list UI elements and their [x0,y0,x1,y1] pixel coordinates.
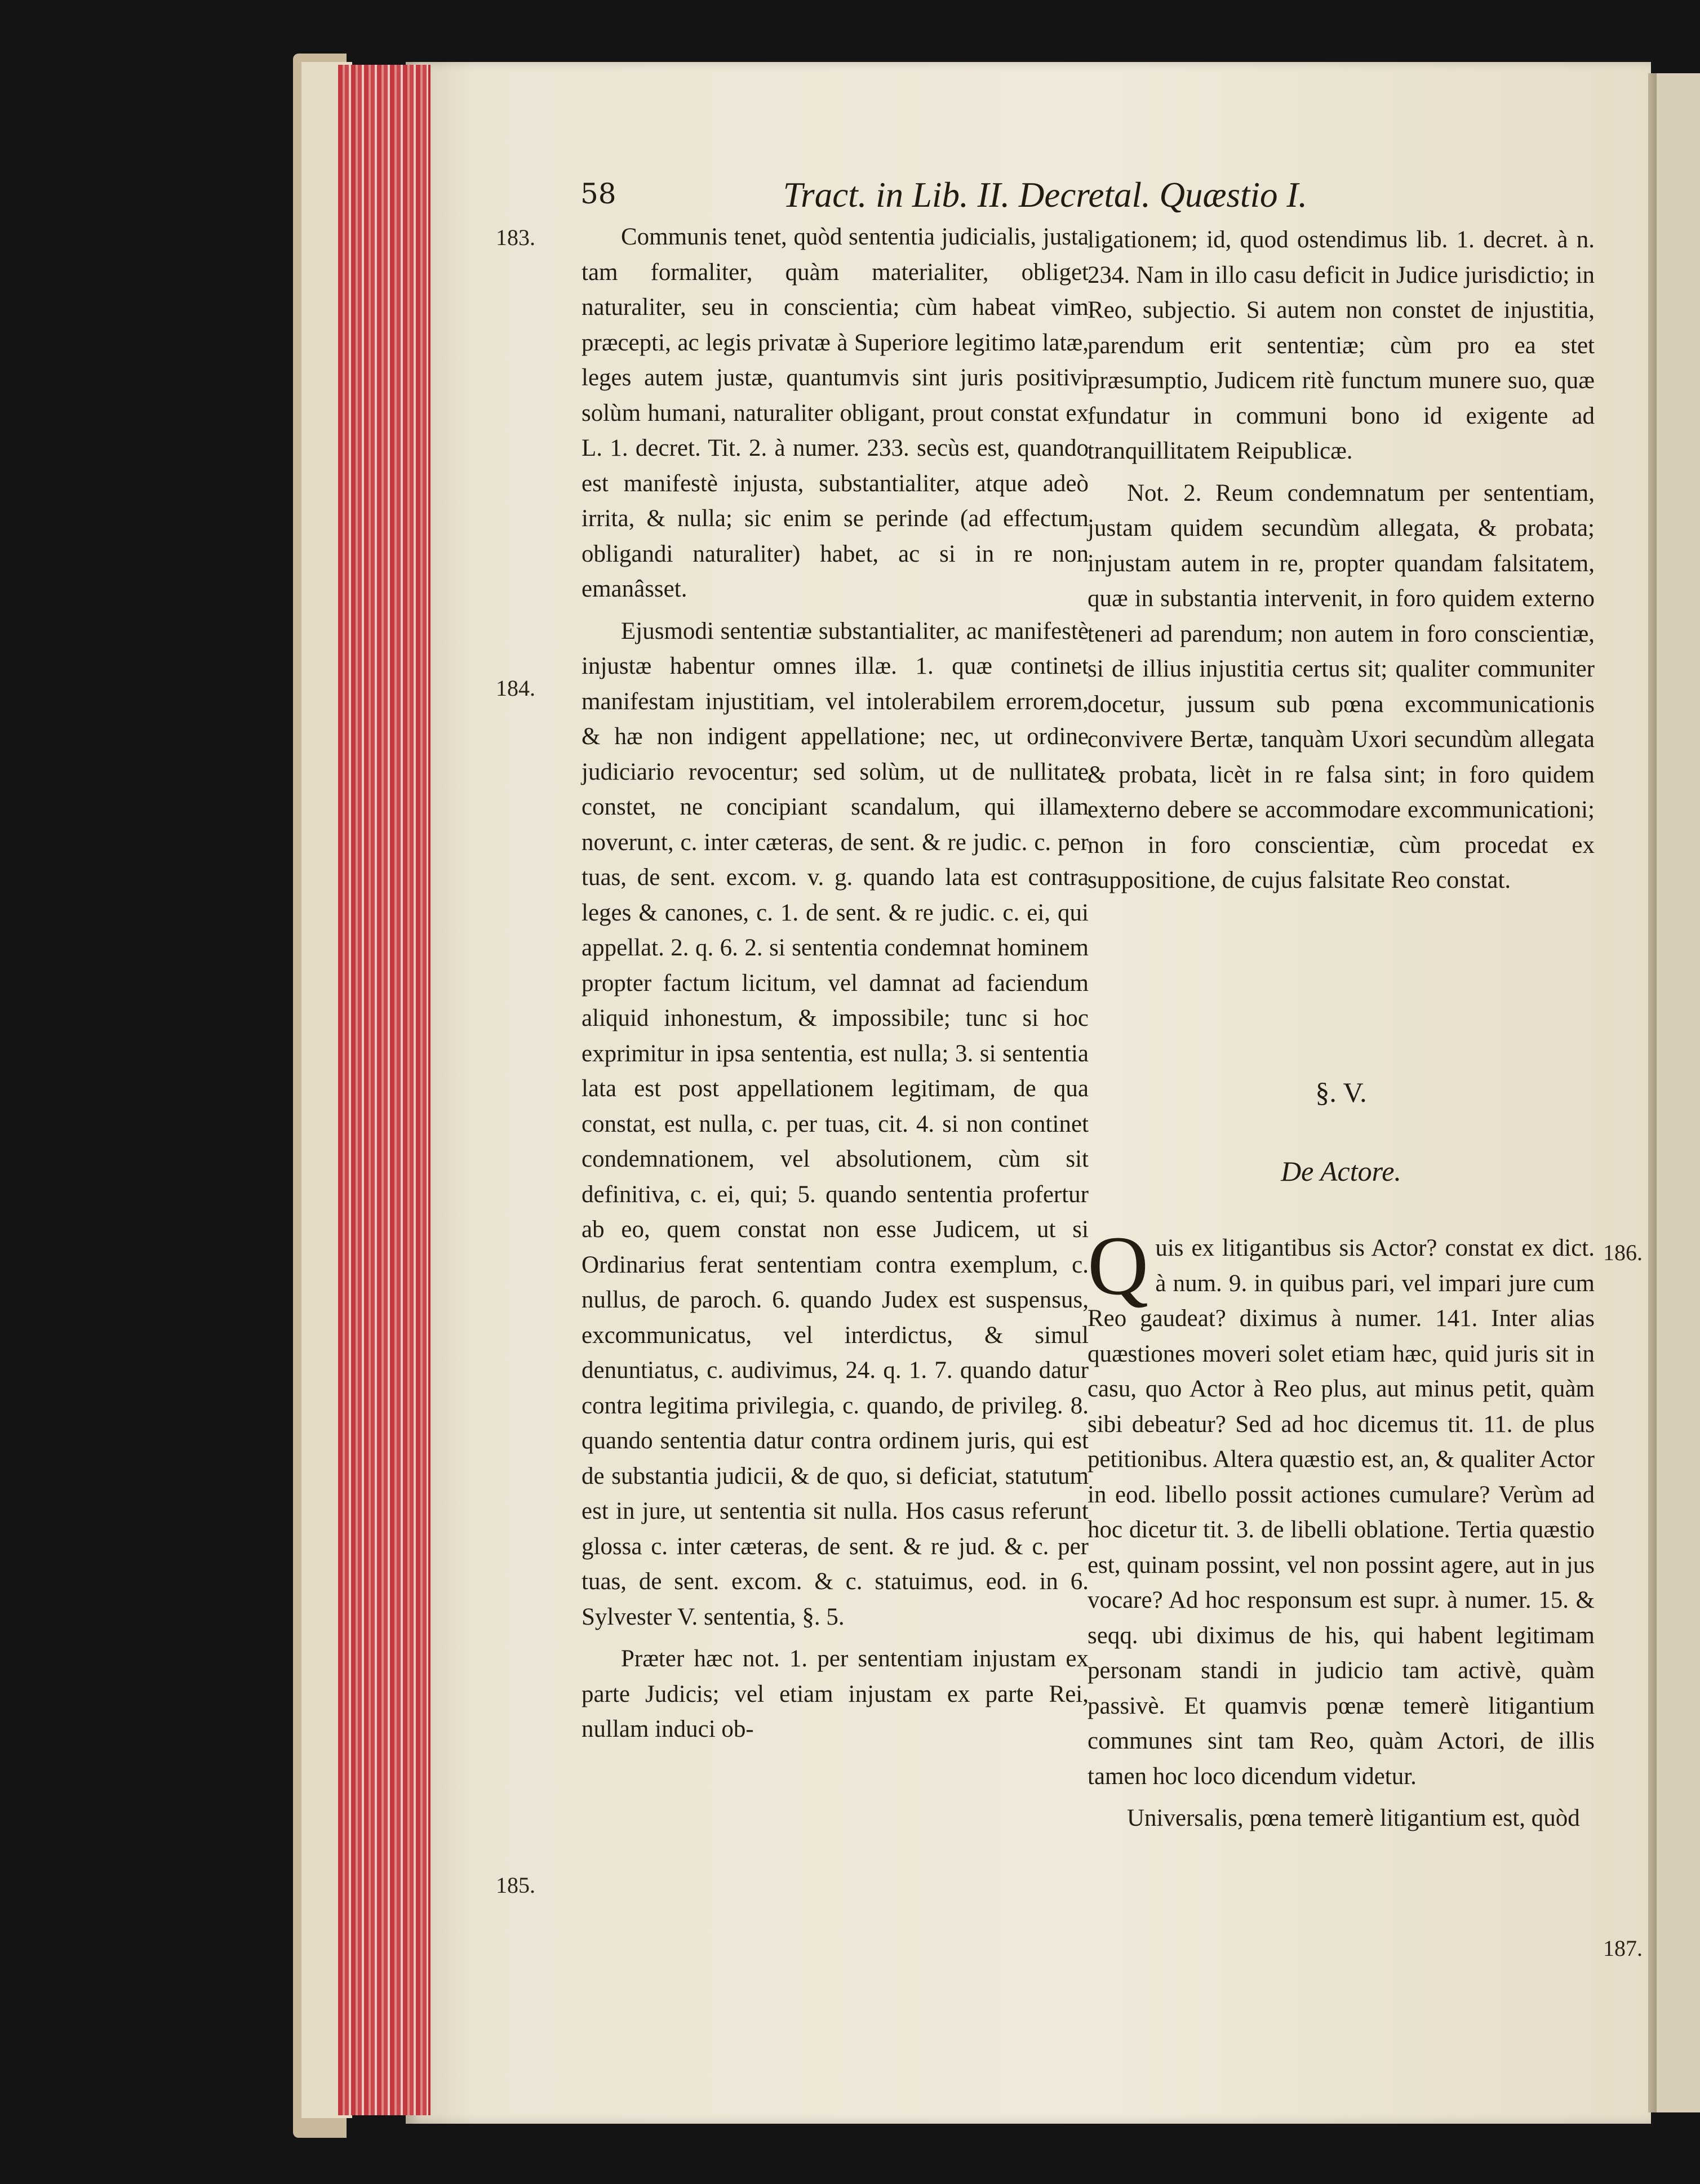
right-column-top [1088,223,1595,905]
paragraph-183: Communis tenet, quòd sententia judicialis, justa tam formaliter, quàm materialiter, obliget naturaliter, seu in conscientia; cùm habeat vim præcepti, ac legis privatæ à Superiore legitimo latæ, leges autem justæ, quantumvis sint juris positivi solùm humani, naturaliter obligant, prout constat ex L. 1. decret. Tit. 2. à numer. 233. secùs est, quando est manifestè injusta, substantialiter, atque adeò irrita, & nulla; sic enim se perinde (ad effectum obligandi naturaliter) habet, ac si in re non emanâsset. [582,224,1089,602]
margin-number-184: 184. [496,675,535,701]
paragraph-186-text: uis ex litigantibus sis Actor? constat ex dict. à num. 9. in quibus pari, vel impari jure cum Reo gaudeat? diximus à numer. 141. Inter alias quæstiones moveri solet etiam hæc, quid juris sit in casu, quo Actor à Reo plus, aut minus petit, quàm sibi debeatur? Sed ad hoc dicemus tit. 11. de plus petitionibus. Altera quæstio est, an, & qualiter Actor in eod. libello possit actiones cumulare? Verùm ad hoc dicetur tit. 3. de libelli oblatione. Tertia quæstio est, quinam possint, vel non possint agere, aut in jus vocare? Ad hoc responsum est supr. à numer. 15. & seqq. ubi diximus de his, qui habent legitimam personam standi in judicio tam activè, quàm passivè. Et quamvis pœnæ temerè litigantium communes sint tam Reo, quàm Actori, de illis tamen hoc loco dicendum videtur. [1088,1235,1595,1790]
paragraph-187: Universalis, pœna temerè litigantium est, quòd [1127,1805,1580,1831]
paragraph-185: Præter hæc not. 1. per sententiam injustam ex parte Judicis; vel etiam injustam ex parte Rei, nullam induci ob- [582,1645,1089,1742]
paragraph-184: Ejusmodi sententiæ substantialiter, ac manifestè injustæ habentur omnes illæ. 1. quæ continet manifestam injustitiam, vel intolerabilem errorem, & hæ non indigent appellatione; nec, ut ordine judiciario revocentur; sed solùm, ut de nullitate constet, ne concipiant scandalum, qui illam noverunt, c. inter cæteras, de sent. & re judic. c. per tuas, de sent. excom. v. g. quando lata est contra leges & canones, c. 1. de sent. & re judic. c. ei, qui appellat. 2. q. 6. 2. si sententia condemnat hominem propter factum licitum, vel damnat ad faciendum aliquid inhonestum, & impossibile; tunc si hoc exprimitur in ipsa sententia, est nulla; 3. si sententia lata est post appellationem legitimam, de qua constat, est nulla, c. per tuas, cit. 4. si non continet condemnationem, vel absolutionem, cùm sit definitiva, c. ei, qui; 5. quando sententia profertur ab eo, quem constat non esse Judicem, ut si Ordinarius ferat sententiam contra exemplum, c. nullus, de paroch. 6. quando Judex est suspensus, excommunicatus, vel interdictus, & simul denuntiatus, c. audivimus, 24. q. 1. 7. quando datur contra legitima privilegia, c. quando, de privileg. 8. quando sententia datur contra ordinem juris, qui est de substantia judicii, & de quo, si deficiat, statutum est in jure, ut sententia sit nulla. Hos casus referunt glossa c. inter cæteras, de sent. & re jud. & c. per tuas, de sent. excom. & c. statuimus, eod. in 6. Sylvester V. sententia, §. 5. [582,617,1089,1630]
margin-number-185: 185. [496,1872,535,1898]
paragraph-note-2: Not. 2. Reum condemnatum per sententiam, justam quidem secundùm allegata, & probata; injustam autem in re, propter quandam falsitatem, quæ in substantia intervenit, in foro quidem externo teneri ad parendum; non autem in foro conscientiæ, si de illius injustitia certus sit; qualiter communiter docetur, jussum sub pœna excommunicationis convivere Bertæ, tanquàm Uxori secundùm allegata & probata, licèt in re falsa sint; in foro quidem externo debere se accommodare excommunicationi; non in foro conscientiæ, cùm procedat ex suppositione, de cujus falsitate Reo constat. [1088,479,1595,893]
paragraph-continued: ligationem; id, quod ostendimus lib. 1. decret. à n. 234. Nam in illo casu deficit in Judice jurisdictio; in Reo, subjectio. Si autem non constet de injustitia, parendum erit sententiæ; cùm pro ea stet præsumptio, Judicem ritè functum munere suo, quæ fundatur in communi bono id exigente ad tranquillitatem Reipublicæ. [1088,226,1595,464]
running-title: Tract. in Lib. II. Decretal. Quæstio I. [783,175,1307,215]
page-header [580,175,1307,225]
margin-number-183: 183. [496,225,535,250]
left-column [582,220,1089,1754]
drop-cap: Q [1088,1219,1149,1313]
paragraph-186 [1088,1219,1595,1794]
section-number: §. V. [1315,1077,1367,1108]
margin-number-186: 186. [1603,1240,1643,1265]
red-page-edge [338,65,430,2115]
right-column-bottom [1088,1219,1595,1843]
margin-number-187: 187. [1603,1936,1643,1961]
section-title: De Actore. [1281,1155,1401,1187]
page-number: 58 [580,177,616,210]
facing-page-edge [1657,73,1700,2112]
